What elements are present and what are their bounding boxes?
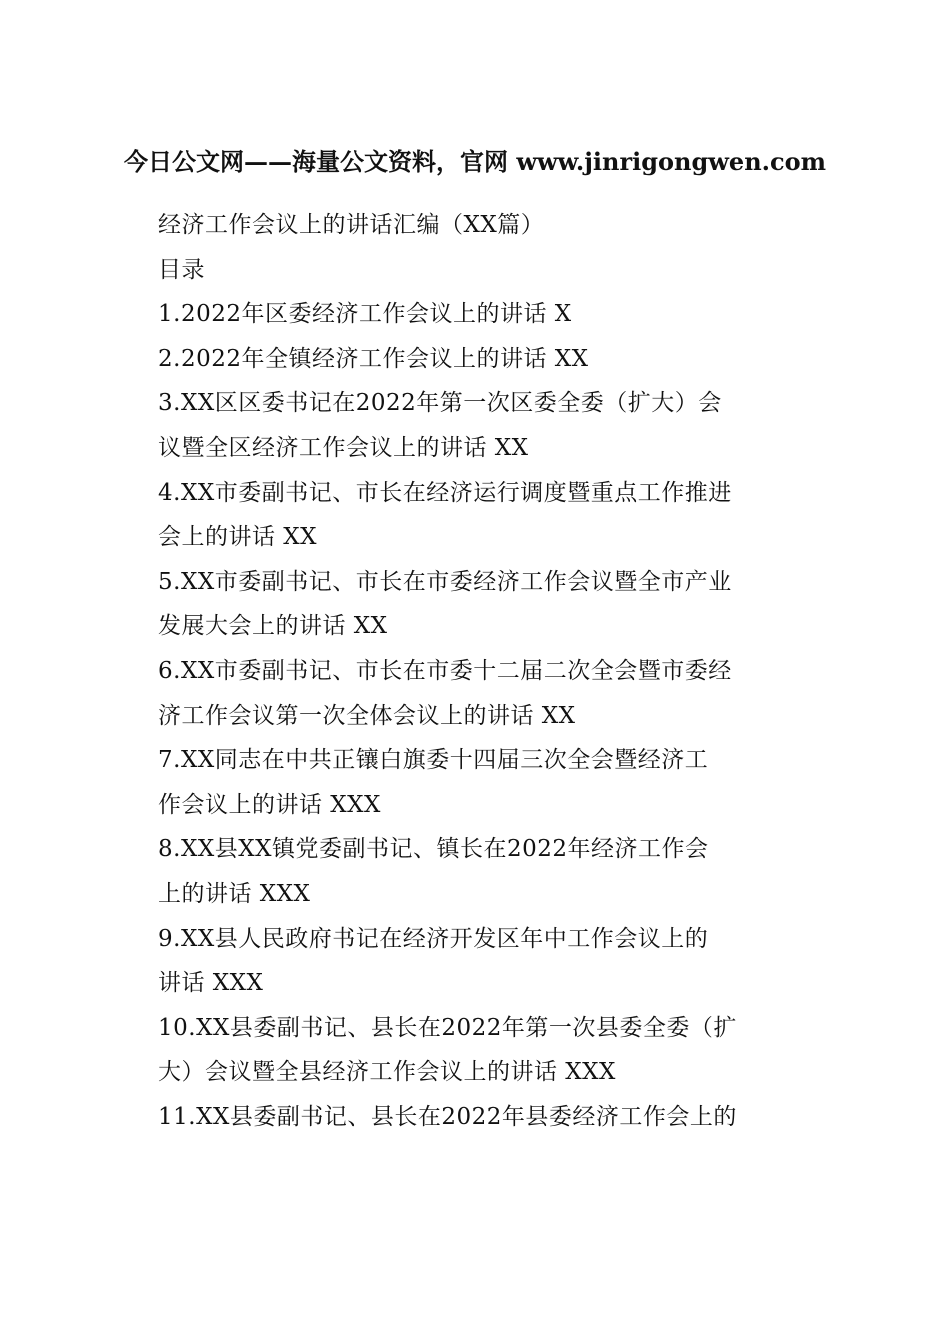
toc-heading: 目录 <box>158 256 205 283</box>
document-body <box>158 203 788 1139</box>
toc-line: 6.XX市委副书记、市长在市委十二届二次全会暨市委经 <box>158 657 732 684</box>
toc-line: 10.XX县委副书记、县长在2022年第一次县委全委（扩 <box>158 1014 737 1041</box>
website-header: 今日公文网——海量公文资料，官网 www.jinrigongwen.com <box>123 147 827 176</box>
toc-line: 9.XX县人民政府书记在经济开发区年中工作会议上的 <box>158 925 709 952</box>
toc-line: 发展大会上的讲话 XX <box>158 613 388 640</box>
toc-line: 11.XX县委副书记、县长在2022年县委经济工作会上的 <box>158 1103 737 1130</box>
toc-line: 3.XX区区委书记在2022年第一次区委全委（扩大）会 <box>158 390 722 417</box>
toc-line: 上的讲话 XXX <box>158 880 311 907</box>
toc-line: 4.XX市委副书记、市长在经济运行调度暨重点工作推进 <box>158 479 732 506</box>
toc-line: 讲话 XXX <box>158 970 264 997</box>
toc-line: 8.XX县XX镇党委副书记、镇长在2022年经济工作会 <box>158 836 709 863</box>
toc-line: 议暨全区经济工作会议上的讲话 XX <box>158 434 529 461</box>
toc-line: 2.2022年全镇经济工作会议上的讲话 XX <box>158 345 589 372</box>
toc-line: 作会议上的讲话 XXX <box>158 791 381 818</box>
toc-line: 大）会议暨全县经济工作会议上的讲话 XXX <box>158 1059 616 1086</box>
toc-line: 1.2022年区委经济工作会议上的讲话 X <box>158 301 572 328</box>
toc-line: 济工作会议第一次全体会议上的讲话 XX <box>158 702 576 729</box>
toc-line: 5.XX市委副书记、市长在市委经济工作会议暨全市产业 <box>158 568 732 595</box>
document-title: 经济工作会议上的讲话汇编（XX篇） <box>158 212 545 238</box>
toc-line: 会上的讲话 XX <box>158 524 318 551</box>
toc-line: 7.XX同志在中共正镶白旗委十四届三次全会暨经济工 <box>158 747 709 774</box>
